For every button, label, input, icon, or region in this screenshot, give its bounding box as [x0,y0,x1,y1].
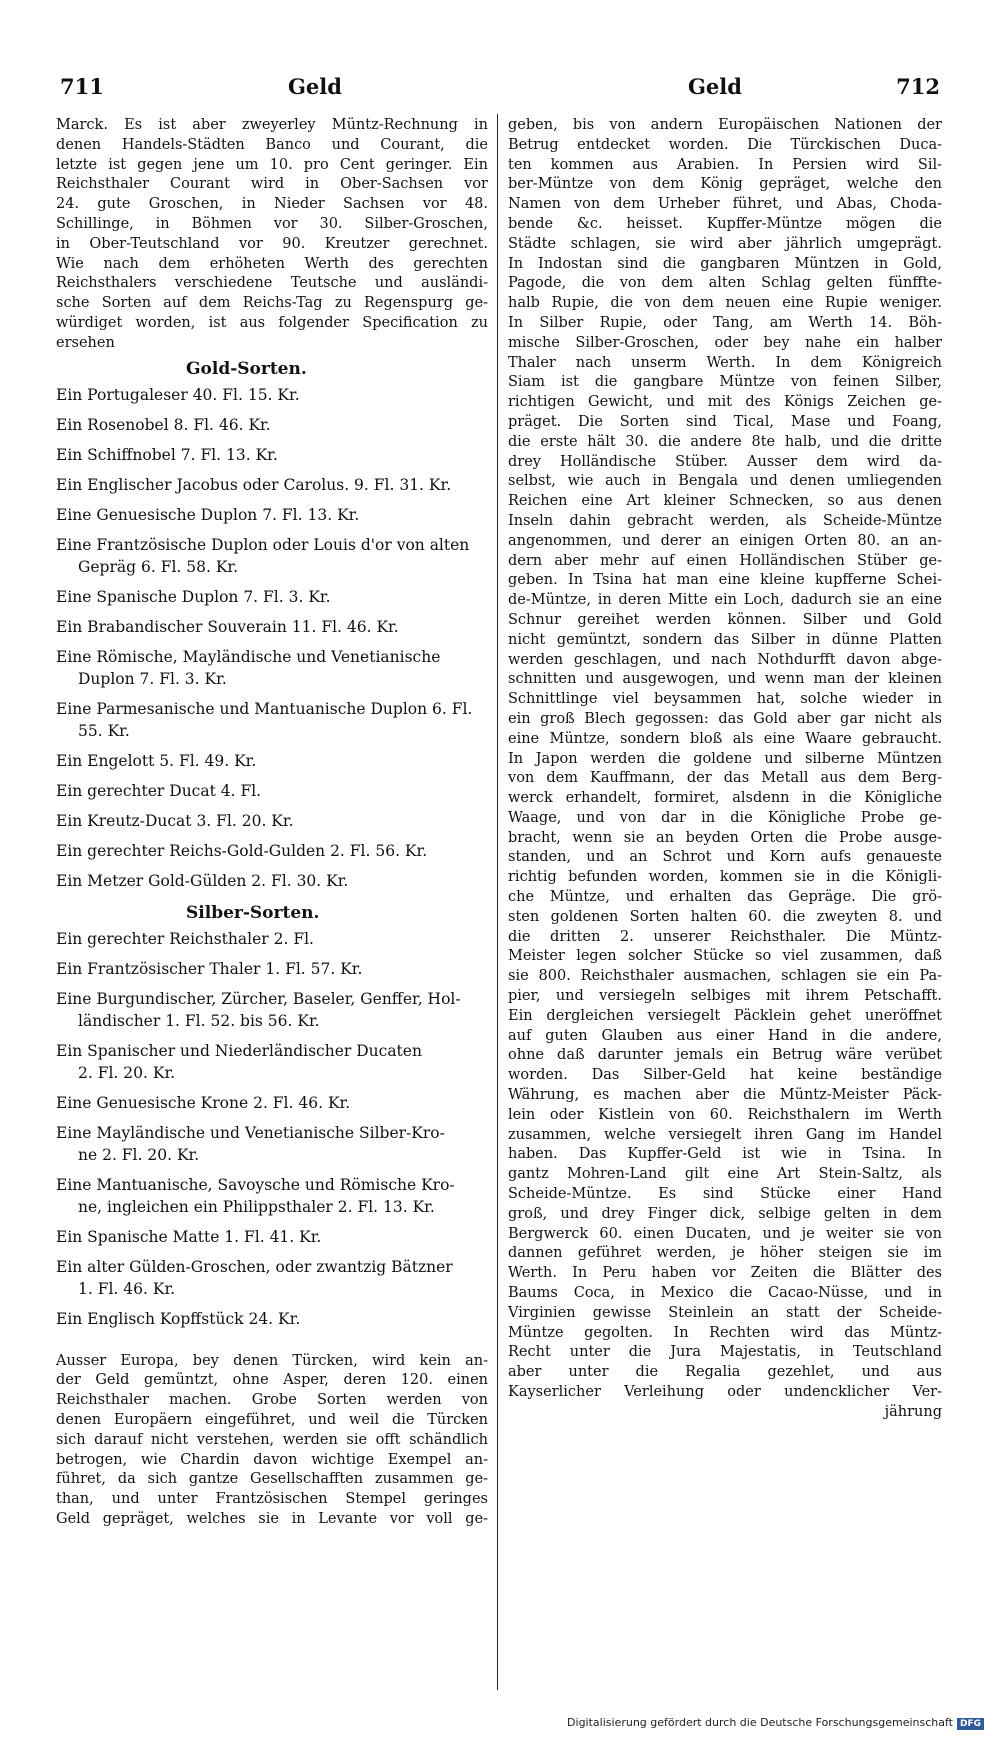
text-line: Ausser Europa, bey denen Türcken, wird kein an- [56,1352,488,1369]
text-line: Thaler nach unserm Werth. In dem Königreich [508,354,942,371]
text-line: ten kommen aus Arabien. In Persien wird Sil- [508,156,942,173]
text-line: Reichsthalers verschiedene Teutsche und ausländi- [56,275,488,292]
text-line: sche Sorten auf dem Reichs-Tag zu Regenspurg ge- [56,295,488,312]
text-line: geben. In Tsina hat man eine kleine kupfferne Schei- [508,572,942,589]
text-line: werck erhandelt, formiret, alsdenn in die Königliche [508,790,942,807]
text-line: Reichsthaler Courant wird in Ober-Sachsen vor [56,176,488,193]
item-text: Ein Rosenobel 8. Fl. 46. Kr. [56,415,271,434]
intro-paragraph [56,116,488,354]
text-line: halb Rupie, die von dem neuen eine Rupie weniger. [508,295,942,312]
text-line: Waage, und von dar in die Königliche Probe ge- [508,809,942,826]
item-text: Ein Englischer Jacobus oder Carolus. 9. Fl. 31. Kr. [56,475,452,494]
text-line: dern aber mehr auf einen Holländischen Stüber ge- [508,552,942,569]
text-line: präget. Die Sorten sind Tical, Mase und Foang, [508,413,942,430]
text-line: Recht unter die Jura Majestatis, in Teutschland [508,1344,942,1361]
list-item [56,750,488,772]
text-line: angenommen, und derer an einigen Orten 80. an an- [508,532,942,549]
text-line: schnitten und ausgewogen, und wenn man der kleinen [508,671,942,688]
text-line: würdiget worden, ist aus folgender Specification zu [56,314,488,331]
text-line: ohne daß darunter jemals ein Betrug wäre verübet [508,1047,942,1064]
item-text: Eine Spanische Duplon 7. Fl. 3. Kr. [56,587,331,606]
item-text: Eine Genuesische Krone 2. Fl. 46. Kr. [56,1093,351,1112]
text-line: bracht, wenn sie an beyden Orten die Probe ausge- [508,829,942,846]
text-line: denen Europäern eingeführet, und weil die Türcken [56,1411,488,1428]
text-line: Schillinge, in Böhmen vor 30. Silber-Groschen, [56,215,488,232]
text-line: sie 800. Reichsthaler ausmachen, schlagen sie ein Pa- [508,968,942,985]
text-line: dannen geführet werden, je höher steigen sie im [508,1245,942,1262]
column-divider [497,114,498,1690]
item-text: Eine Römische, Mayländische und Venetianische [56,647,441,666]
text-line: letzte ist gegen jene um 10. pro Cent geringer. Ein [56,156,488,173]
text-line: Reichen eine Art kleiner Schnecken, so aus denen [508,493,942,510]
list-item [56,444,488,466]
text-line: selbst, wie auch in Bengala und denen umliegenden [508,473,942,490]
item-text: Eine Burgundischer, Zürcher, Baseler, Genffer, Hol- [56,989,461,1008]
item-continuation: 55. Kr. [78,721,130,740]
text-line: Schnittlinge viel beysammen hat, solche wieder in [508,691,942,708]
text-line: richtigen Gewicht, und mit des Königs Zeichen ge- [508,394,942,411]
list-item [56,586,488,608]
text-line: Bergwerck 60. einen Ducaten, und je weiter sie von [508,1225,942,1242]
text-line: bende &c. heisset. Kupffer-Müntze mögen die [508,215,942,232]
item-text: Eine Mantuanische, Savoysche und Römische Kro- [56,1175,455,1194]
text-line: von dem Kauffmann, der das Metall aus dem Berg- [508,770,942,787]
text-line: die dritten 2. unserer Reichsthaler. Die Müntz- [508,928,942,945]
item-text: Ein Spanischer und Niederländischer Ducaten [56,1041,422,1060]
page-number-right: 712 [896,74,940,99]
spacer [56,1338,488,1352]
text-line: In Japon werden die goldene und silberne Müntzen [508,750,942,767]
text-line: Meister legen solcher Stücke so viel zusammen, daß [508,948,942,965]
gold-heading: Gold-Sorten. [186,358,307,379]
item-text: Ein gerechter Ducat 4. Fl. [56,781,262,800]
headword-right: Geld [688,74,742,99]
item-continuation: 2. Fl. 20. Kr. [78,1063,176,1082]
text-line: Reichsthaler machen. Grobe Sorten werden von [56,1392,488,1409]
text-line: che Müntze, und erhalten das Gepräge. Die grö- [508,889,942,906]
silver-list [56,928,488,1330]
text-line: eine Müntze, sondern bloß als eine Waare gebraucht. [508,730,942,747]
digitization-footer [567,1716,984,1730]
text-line: Ein dergleichen versiegelt Päcklein gehet uneröffnet [508,1007,942,1024]
item-text: Ein Brabandischer Souverain 11. Fl. 46. Kr. [56,617,399,636]
list-item [56,1256,488,1300]
item-continuation: Duplon 7. Fl. 3. Kr. [78,669,227,688]
outro-paragraph [56,1352,488,1530]
text-line: standen, und an Schrot und Korn aufs genaueste [508,849,942,866]
list-item [56,534,488,578]
right-column [508,116,942,1423]
list-item [56,616,488,638]
text-line: aber unter die Regalia gezehlet, und aus [508,1364,942,1381]
list-item [56,504,488,526]
text-line: pier, und versiegeln selbiges mit ihrem Petschafft. [508,988,942,1005]
text-line: Pagode, die von dem alten Schlag gelten fünffte- [508,275,942,292]
item-text: Ein gerechter Reichsthaler 2. Fl. [56,929,314,948]
text-line: drey Holländische Stüber. Ausser dem wird da- [508,453,942,470]
text-line: sten goldenen Sorten halten 60. die zweyten 8. und [508,908,942,925]
list-item [56,958,488,980]
text-line: Schnur gereihet werden können. Silber und Gold [508,611,942,628]
list-item [56,1092,488,1114]
text-line: In Silber Rupie, oder Tang, am Werth 14. Böh- [508,314,942,331]
footer-text: Digitalisierung gefördert durch die Deutsche Forschungsgemeinschaft [567,1716,953,1729]
list-item [56,414,488,436]
text-line: werden geschlagen, und nach Nothdurfft davon abge- [508,651,942,668]
list-item [56,1040,488,1084]
text-line: Betrug entdecket worden. Die Türckischen Duca- [508,136,942,153]
text-line: In Indostan sind die gangbaren Müntzen in Gold, [508,255,942,272]
item-text: Ein alter Gülden-Groschen, oder zwantzig Bätzner [56,1257,453,1276]
text-line: Geld gepräget, welches sie in Levante vor voll ge- [56,1510,488,1527]
item-text: Eine Parmesanische und Mantuanische Duplon 6. Fl. [56,699,473,718]
item-text: Ein Englisch Kopffstück 24. Kr. [56,1309,301,1328]
item-text: Eine Genuesische Duplon 7. Fl. 13. Kr. [56,505,360,524]
list-item [56,840,488,862]
list-item [56,474,488,496]
text-line: Städte schlagen, sie wird aber jährlich umgeprägt. [508,235,942,252]
gold-list [56,384,488,892]
item-text: Ein Kreutz-Ducat 3. Fl. 20. Kr. [56,811,294,830]
text-line: Werth. In Peru haben vor Zeiten die Blätter des [508,1265,942,1282]
text-line: gantz Mohren-Land gilt eine Art Stein-Saltz, als [508,1166,942,1183]
text-line: in Ober-Teutschland vor 90. Kreutzer gerechnet. [56,235,488,252]
text-line: führet, da sich gantze Gesellschafften zusammen ge- [56,1471,488,1488]
list-item [56,698,488,742]
headword-left: Geld [288,74,342,99]
item-continuation: ne 2. Fl. 20. Kr. [78,1145,200,1164]
page-header [60,74,940,108]
text-line: die erste hält 30. die andere 8te halb, und die dritte [508,433,942,450]
item-text: Ein Engelott 5. Fl. 49. Kr. [56,751,257,770]
text-line: Siam ist die gangbare Müntze von feinen Silber, [508,374,942,391]
list-item [56,988,488,1032]
item-continuation: 1. Fl. 46. Kr. [78,1279,176,1298]
list-item [56,1226,488,1248]
list-item [56,780,488,802]
list-item [56,1308,488,1330]
text-line: worden. Das Silber-Geld hat keine beständige [508,1067,942,1084]
text-line: nicht gemüntzt, sondern das Silber in dünne Platten [508,631,942,648]
text-line: ein groß Blech gegossen: das Gold aber gar nicht als [508,710,942,727]
list-item [56,1174,488,1218]
text-line: de-Müntze, in deren Mitte ein Loch, dadurch sie an eine [508,592,942,609]
text-line: zusammen, welche versiegelt ihren Gang im Handel [508,1126,942,1143]
item-text: Eine Frantzösische Duplon oder Louis d'or von alten [56,535,470,554]
left-column [56,116,488,1530]
item-text: Eine Mayländische und Venetianische Silber-Kro- [56,1123,445,1142]
silver-heading: Silber-Sorten. [186,902,320,923]
list-item [56,928,488,950]
text-line: lein oder Kistlein von 60. Reichsthalern im Werth [508,1106,942,1123]
page-number-left: 711 [60,74,104,99]
text-line: ber-Müntze von dem König gepräget, welche den [508,176,942,193]
text-line: Virginien gewisse Steinlein an statt der Scheide- [508,1304,942,1321]
text-line: Baums Coca, in Mexico die Cacao-Nüsse, und in [508,1285,942,1302]
item-text: Ein Frantzösischer Thaler 1. Fl. 57. Kr. [56,959,363,978]
list-item [56,870,488,892]
list-item [56,1122,488,1166]
text-line: Müntze gegolten. In Rechten wird das Müntz- [508,1324,942,1341]
text-line: Marck. Es ist aber zweyerley Müntz-Rechnung in [56,117,488,133]
text-line: haben. Das Kupffer-Geld ist wie in Tsina. In [508,1146,942,1163]
text-line: Währung, es machen aber die Müntz-Meister Päck- [508,1087,942,1104]
item-text: Ein Schiffnobel 7. Fl. 13. Kr. [56,445,278,464]
text-line: Wie nach dem erhöheten Werth des gerechten [56,255,488,272]
text-line: richtig befunden worden, kommen sie in die Königli- [508,869,942,886]
text-line: der Geld gemüntzt, ohne Asper, deren 120. einen [56,1372,488,1389]
list-item [56,810,488,832]
text-line: Scheide-Müntze. Es sind Stücke einer Hand [508,1186,942,1203]
item-text: Ein Metzer Gold-Gülden 2. Fl. 30. Kr. [56,871,349,890]
text-line: denen Handels-Städten Banco und Courant, die [56,136,488,153]
item-text: Ein Spanische Matte 1. Fl. 41. Kr. [56,1227,322,1246]
text-line: Inseln dahin gebracht werden, als Scheide-Müntze [508,512,942,529]
item-continuation: ländischer 1. Fl. 52. bis 56. Kr. [78,1011,320,1030]
text-line: sich darauf nicht verstehen, werden sie offt schändlich [56,1431,488,1448]
catchword: jährung [884,1403,942,1420]
text-line: auf guten Glauben aus einer Hand in die andere, [508,1027,942,1044]
text-line: groß, und drey Finger dick, selbige gelten in dem [508,1205,942,1222]
text-line: geben, bis von andern Europäischen Nationen der [508,117,942,133]
text-line: betrogen, wie Chardin davon wichtige Exempel an- [56,1451,488,1468]
right-paragraph [508,116,942,1403]
text-line: than, und unter Frantzösischen Stempel geringes [56,1491,488,1508]
text-line: mische Silber-Groschen, oder bey nahe ein halber [508,334,942,351]
text-line: Namen von dem Urheber führet, und Abas, Choda- [508,196,942,213]
item-text: Ein Portugaleser 40. Fl. 15. Kr. [56,385,300,404]
item-continuation: ne, ingleichen ein Philippsthaler 2. Fl. 13. Kr. [78,1197,435,1216]
dfg-logo: DFG [957,1718,984,1730]
text-line: ersehen [56,334,115,351]
list-item [56,384,488,406]
text-line: 24. gute Groschen, in Nieder Sachsen vor 48. [56,196,488,213]
item-continuation: Gepräg 6. Fl. 58. Kr. [78,557,239,576]
item-text: Ein gerechter Reichs-Gold-Gulden 2. Fl. 56. Kr. [56,841,428,860]
text-line: Kayserlicher Verleihung oder undencklicher Ver- [508,1384,942,1400]
list-item [56,646,488,690]
